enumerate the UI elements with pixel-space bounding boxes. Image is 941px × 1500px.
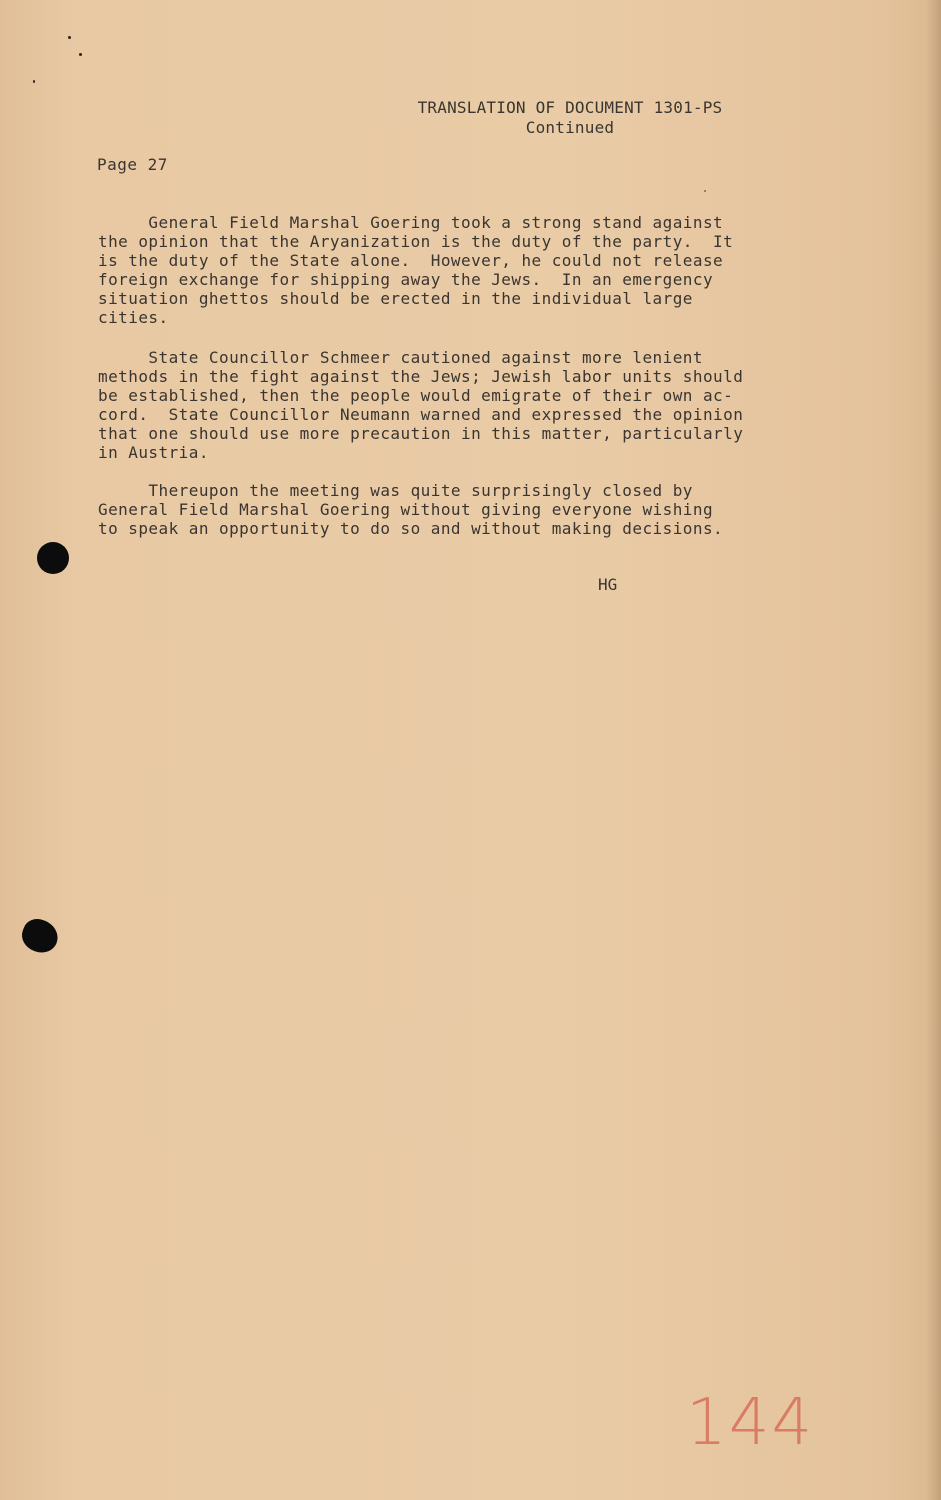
- paper-speck: [79, 53, 82, 56]
- paper-speck: [68, 36, 71, 39]
- paragraph-line: General Field Marshal Goering without giving everyone wishing: [98, 500, 714, 519]
- page-stamp-number: 144: [686, 1386, 815, 1460]
- paragraph-line: be established, then the people would emigrate of their own ac-: [98, 386, 734, 405]
- page-edge-shadow: [927, 0, 941, 1500]
- paragraph-line: to speak an opportunity to do so and without making decisions.: [98, 519, 724, 538]
- document-heading: [380, 98, 760, 138]
- paragraph-1: [98, 213, 858, 327]
- paragraph-line: in Austria.: [98, 443, 209, 462]
- paragraph-line: General Field Marshal Goering took a strong stand against: [98, 213, 724, 232]
- paragraph-line: methods in the fight against the Jews; Jewish labor units should: [98, 367, 744, 386]
- punch-hole-lower: [18, 915, 63, 957]
- paragraph-line: that one should use more precaution in this matter, particularly: [98, 424, 744, 443]
- punch-hole-upper: [37, 542, 69, 574]
- paragraph-line: Thereupon the meeting was quite surprisingly closed by: [98, 481, 693, 500]
- paragraph-line: cord. State Councillor Neumann warned and expressed the opinion: [98, 405, 744, 424]
- paragraph-3: [98, 481, 858, 538]
- paragraph-line: is the duty of the State alone. However, he could not release: [98, 251, 724, 270]
- paragraph-line: foreign exchange for shipping away the Jews. In an emergency: [98, 270, 714, 289]
- paper-speck: [33, 80, 35, 83]
- paper-speck: [704, 190, 706, 192]
- paragraph-line: situation ghettos should be erected in the individual large: [98, 289, 693, 308]
- heading-title: TRANSLATION OF DOCUMENT 1301-PS: [417, 98, 723, 117]
- paragraph-line: the opinion that the Aryanization is the duty of the party. It: [98, 232, 734, 251]
- signature-initials: HG: [598, 575, 618, 594]
- heading-subtitle: Continued: [525, 118, 615, 137]
- paragraph-2: [98, 348, 858, 462]
- paragraph-line: cities.: [98, 308, 169, 327]
- page-label: Page 27: [97, 155, 168, 174]
- paragraph-line: State Councillor Schmeer cautioned against more lenient: [98, 348, 703, 367]
